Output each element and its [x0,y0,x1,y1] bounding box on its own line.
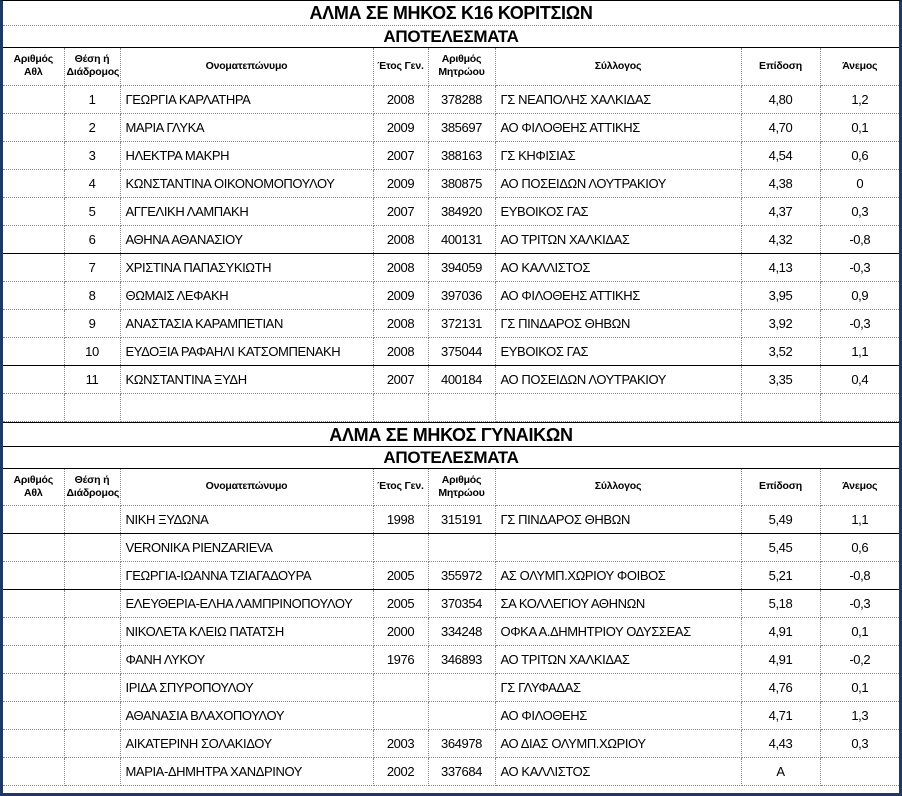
cell-reg-no [428,534,495,562]
cell-wind [820,393,899,421]
cell-reg-no: 334248 [428,618,495,646]
cell-athlete-no [3,506,64,534]
cell-name: ΓΕΩΡΓΙΑ ΚΑΡΛΑΤΗΡΑ [120,85,373,113]
column-header-club: Σύλλογος [495,469,741,506]
cell-reg-no: 315191 [428,506,495,534]
cell-club: ΕΥΒΟΙΚΟΣ ΓΑΣ [495,337,741,365]
cell-club: ΓΣ ΓΛΥΦΑΔΑΣ [495,674,741,702]
cell-club: ΓΣ ΠΙΝΔΑΡΟΣ ΘΗΒΩΝ [495,309,741,337]
cell-athlete-no [3,197,64,225]
cell-performance: 4,38 [741,169,820,197]
cell-year: 1998 [373,506,428,534]
cell-wind: 0,1 [820,618,899,646]
cell-club: ΟΦΚΑ Α.ΔΗΜΗΤΡΙΟΥ ΟΔΥΣΣΕΑΣ [495,618,741,646]
cell-name: ΑΙΚΑΤΕΡΙΝΗ ΣΟΛΑΚΙΔΟΥ [120,730,373,758]
cell-position: 3 [64,141,120,169]
cell-reg-no: 400184 [428,365,495,393]
cell-wind: -0,2 [820,646,899,674]
column-header-registry-no: Αριθμός Μητρώου [428,469,495,506]
cell-reg-no: 394059 [428,253,495,281]
cell-performance: 3,35 [741,365,820,393]
cell-wind: 1,3 [820,702,899,730]
cell-performance: 4,54 [741,141,820,169]
table-row [3,309,899,337]
cell-name [120,393,373,421]
cell-wind [820,758,899,786]
cell-reg-no: 355972 [428,562,495,590]
cell-year: 2007 [373,197,428,225]
cell-athlete-no [3,113,64,141]
cell-position [64,674,120,702]
cell-performance: 5,21 [741,562,820,590]
cell-name: ΑΘΑΝΑΣΙΑ ΒΛΑΧΟΠΟΥΛΟΥ [120,702,373,730]
cell-position [64,562,120,590]
cell-position [64,730,120,758]
cell-athlete-no [3,702,64,730]
cell-name: ΧΡΙΣΤΙΝΑ ΠΑΠΑΣΥΚΙΩΤΗ [120,253,373,281]
column-header-performance: Επίδοση [741,469,820,506]
cell-year [373,534,428,562]
cell-reg-no: 337684 [428,758,495,786]
cell-athlete-no [3,365,64,393]
cell-wind: 0,6 [820,534,899,562]
cell-athlete-no [3,393,64,421]
cell-year: 2009 [373,113,428,141]
cell-reg-no: 375044 [428,337,495,365]
cell-performance: 4,37 [741,197,820,225]
cell-year: 2008 [373,225,428,253]
cell-club: ΑΟ ΠΟΣΕΙΔΩΝ ΛΟΥΤΡΑΚΙΟΥ [495,169,741,197]
cell-club: ΑΣ ΟΛΥΜΠ.ΧΩΡΙΟΥ ΦΟΙΒΟΣ [495,562,741,590]
column-header-athlete-no: Αριθμός Αθλ [3,48,64,85]
cell-position: 5 [64,197,120,225]
cell-position [64,646,120,674]
cell-position: 9 [64,309,120,337]
cell-reg-no [428,674,495,702]
cell-year: 2005 [373,562,428,590]
cell-position: 11 [64,365,120,393]
table-section-women [3,422,899,787]
cell-reg-no: 346893 [428,646,495,674]
table-row [3,534,899,562]
cell-wind: 1,1 [820,506,899,534]
cell-wind: -0,3 [820,253,899,281]
cell-position: 1 [64,85,120,113]
cell-club: ΑΟ ΤΡΙΤΩΝ ΧΑΛΚΙΔΑΣ [495,646,741,674]
table-row [3,758,899,786]
cell-athlete-no [3,758,64,786]
table-row [3,393,899,421]
cell-athlete-no [3,674,64,702]
cell-name: ΚΩΝΣΤΑΝΤΙΝΑ ΟΙΚΟΝΟΜΟΠΟΥΛΟΥ [120,169,373,197]
cell-performance: 4,32 [741,225,820,253]
cell-reg-no: 397036 [428,281,495,309]
table-row [3,141,899,169]
column-header-name: Ονοματεπώνυμο [120,469,373,506]
cell-position: 7 [64,253,120,281]
cell-club: ΑΟ ΠΟΣΕΙΔΩΝ ΛΟΥΤΡΑΚΙΟΥ [495,365,741,393]
cell-performance: 4,70 [741,113,820,141]
table-section-k16-girls [3,1,899,422]
cell-year: 2007 [373,365,428,393]
cell-athlete-no [3,730,64,758]
cell-performance: 4,80 [741,85,820,113]
cell-athlete-no [3,337,64,365]
table-row [3,618,899,646]
cell-performance: 4,43 [741,730,820,758]
cell-reg-no: 372131 [428,309,495,337]
results-table [3,48,899,422]
cell-wind: 0,9 [820,281,899,309]
cell-club [495,534,741,562]
table-row [3,197,899,225]
cell-position [64,506,120,534]
cell-year: 2005 [373,590,428,618]
cell-athlete-no [3,590,64,618]
results-table [3,469,899,787]
cell-position [64,618,120,646]
cell-athlete-no [3,646,64,674]
cell-reg-no: 364978 [428,730,495,758]
cell-wind: 0,4 [820,365,899,393]
cell-performance: 4,13 [741,253,820,281]
cell-year: 2000 [373,618,428,646]
cell-club: ΑΟ ΚΑΛΛΙΣΤΟΣ [495,758,741,786]
cell-athlete-no [3,562,64,590]
cell-performance: 4,91 [741,646,820,674]
cell-year [373,393,428,421]
cell-athlete-no [3,618,64,646]
cell-name: ΦΑΝΗ ΛΥΚΟΥ [120,646,373,674]
cell-wind: 0,3 [820,197,899,225]
cell-club: ΕΥΒΟΙΚΟΣ ΓΑΣ [495,197,741,225]
cell-position: 2 [64,113,120,141]
table-row [3,365,899,393]
cell-position [64,758,120,786]
cell-wind: 1,2 [820,85,899,113]
cell-position [64,702,120,730]
cell-name: ΑΘΗΝΑ ΑΘΑΝΑΣΙΟΥ [120,225,373,253]
cell-year: 1976 [373,646,428,674]
cell-year: 2009 [373,169,428,197]
cell-performance: Α [741,758,820,786]
cell-position [64,534,120,562]
cell-club: ΓΣ ΚΗΦΙΣΙΑΣ [495,141,741,169]
cell-name: ΑΓΓΕΛΙΚΗ ΛΑΜΠΑΚΗ [120,197,373,225]
cell-position: 8 [64,281,120,309]
cell-wind: 0,1 [820,674,899,702]
column-header-athlete-no: Αριθμός Αθλ [3,469,64,506]
cell-athlete-no [3,169,64,197]
cell-name: ΚΩΝΣΤΑΝΤΙΝΑ ΞΥΔΗ [120,365,373,393]
cell-name: ΜΑΡΙΑ-ΔΗΜΗΤΡΑ ΧΑΝΔΡΙΝΟΥ [120,758,373,786]
cell-reg-no: 370354 [428,590,495,618]
column-header-birth-year: Έτος Γεν. [373,469,428,506]
cell-position [64,590,120,618]
event-title: ΑΛΜΑ ΣΕ ΜΗΚΟΣ ΓΥΝΑΙΚΩΝ [3,422,899,447]
table-row [3,281,899,309]
column-header-wind: Άνεμος [820,469,899,506]
cell-club: ΓΣ ΝΕΑΠΟΛΗΣ ΧΑΛΚΙΔΑΣ [495,85,741,113]
header-row [3,48,899,85]
cell-year: 2008 [373,253,428,281]
cell-performance: 3,92 [741,309,820,337]
column-header-wind: Άνεμος [820,48,899,85]
cell-performance: 4,71 [741,702,820,730]
column-header-birth-year: Έτος Γεν. [373,48,428,85]
cell-club: ΑΟ ΦΙΛΟΘΕΗΣ ΑΤΤΙΚΗΣ [495,281,741,309]
cell-performance: 4,91 [741,618,820,646]
cell-year: 2009 [373,281,428,309]
cell-reg-no: 378288 [428,85,495,113]
cell-wind: -0,3 [820,309,899,337]
table-row [3,85,899,113]
column-header-club: Σύλλογος [495,48,741,85]
cell-year [373,702,428,730]
cell-club: ΑΟ ΦΙΛΟΘΕΗΣ ΑΤΤΙΚΗΣ [495,113,741,141]
column-header-position: Θέση ή Διάδρομος [64,48,120,85]
cell-year: 2008 [373,337,428,365]
results-subtitle: ΑΠΟΤΕΛΕΣΜΑΤΑ [3,26,899,48]
cell-athlete-no [3,534,64,562]
cell-wind: -0,8 [820,562,899,590]
cell-performance: 3,52 [741,337,820,365]
cell-club: ΑΟ ΤΡΙΤΩΝ ΧΑΛΚΙΔΑΣ [495,225,741,253]
table-row [3,674,899,702]
cell-name: ΝΙΚΟΛΕΤΑ ΚΛΕΙΩ ΠΑΤΑΤΣΗ [120,618,373,646]
cell-name: ΕΥΔΟΞΙΑ ΡΑΦΑΗΛΙ ΚΑΤΣΟΜΠΕΝΑΚΗ [120,337,373,365]
table-row [3,590,899,618]
cell-position: 6 [64,225,120,253]
cell-performance: 5,49 [741,506,820,534]
cell-reg-no: 384920 [428,197,495,225]
cell-position [64,393,120,421]
cell-position: 4 [64,169,120,197]
cell-reg-no: 388163 [428,141,495,169]
cell-name: ΓΕΩΡΓΙΑ-ΙΩΑΝΝΑ ΤΖΙΑΓΑΔΟΥΡΑ [120,562,373,590]
cell-athlete-no [3,225,64,253]
table-row [3,506,899,534]
cell-wind: 0,3 [820,730,899,758]
cell-club: ΑΟ ΔΙΑΣ ΟΛΥΜΠ.ΧΩΡΙΟΥ [495,730,741,758]
cell-athlete-no [3,253,64,281]
cell-name: ΙΡΙΔΑ ΣΠΥΡΟΠΟΥΛΟΥ [120,674,373,702]
cell-performance: 3,95 [741,281,820,309]
column-header-registry-no: Αριθμός Μητρώου [428,48,495,85]
cell-reg-no [428,393,495,421]
cell-name: ΘΩΜΑΙΣ ΛΕΦΑΚΗ [120,281,373,309]
cell-club: ΑΟ ΚΑΛΛΙΣΤΟΣ [495,253,741,281]
cell-wind: 1,1 [820,337,899,365]
table-row [3,646,899,674]
cell-year: 2008 [373,85,428,113]
table-row [3,730,899,758]
column-header-performance: Επίδοση [741,48,820,85]
cell-athlete-no [3,309,64,337]
table-row [3,562,899,590]
table-row [3,337,899,365]
cell-name: ΕΛΕΥΘΕΡΙΑ-ΕΛΗΑ ΛΑΜΠΡΙΝΟΠΟΥΛΟΥ [120,590,373,618]
cell-wind: 0,6 [820,141,899,169]
cell-performance: 5,18 [741,590,820,618]
table-row [3,225,899,253]
cell-year [373,674,428,702]
cell-club [495,393,741,421]
cell-reg-no: 385697 [428,113,495,141]
header-row [3,469,899,506]
cell-performance: 4,76 [741,674,820,702]
cell-athlete-no [3,141,64,169]
column-header-position: Θέση ή Διάδρομος [64,469,120,506]
cell-year: 2007 [373,141,428,169]
cell-name: ΑΝΑΣΤΑΣΙΑ ΚΑΡΑΜΠΕΤΙΑΝ [120,309,373,337]
cell-performance [741,393,820,421]
cell-athlete-no [3,85,64,113]
cell-wind: -0,3 [820,590,899,618]
cell-position: 10 [64,337,120,365]
table-row [3,253,899,281]
cell-club: ΣΑ ΚΟΛΛΕΓΙΟΥ ΑΘΗΝΩΝ [495,590,741,618]
cell-club: ΑΟ ΦΙΛΟΘΕΗΣ [495,702,741,730]
cell-name: VERONIKA PIENZARIEVA [120,534,373,562]
event-title: ΑΛΜΑ ΣΕ ΜΗΚΟΣ Κ16 ΚΟΡΙΤΣΙΩΝ [3,1,899,26]
cell-club: ΓΣ ΠΙΝΔΑΡΟΣ ΘΗΒΩΝ [495,506,741,534]
cell-wind: 0,1 [820,113,899,141]
cell-year: 2003 [373,730,428,758]
cell-year: 2002 [373,758,428,786]
cell-name: ΗΛΕΚΤΡΑ ΜΑΚΡΗ [120,141,373,169]
column-header-name: Ονοματεπώνυμο [120,48,373,85]
cell-wind: -0,8 [820,225,899,253]
cell-wind: 0 [820,169,899,197]
cell-reg-no [428,702,495,730]
cell-performance: 5,45 [741,534,820,562]
cell-year: 2008 [373,309,428,337]
table-row [3,113,899,141]
cell-reg-no: 380875 [428,169,495,197]
table-row [3,169,899,197]
cell-athlete-no [3,281,64,309]
cell-reg-no: 400131 [428,225,495,253]
cell-name: ΝΙΚΗ ΞΥΔΩΝΑ [120,506,373,534]
results-subtitle: ΑΠΟΤΕΛΕΣΜΑΤΑ [3,447,899,469]
table-row [3,702,899,730]
cell-name: ΜΑΡΙΑ ΓΛΥΚΑ [120,113,373,141]
